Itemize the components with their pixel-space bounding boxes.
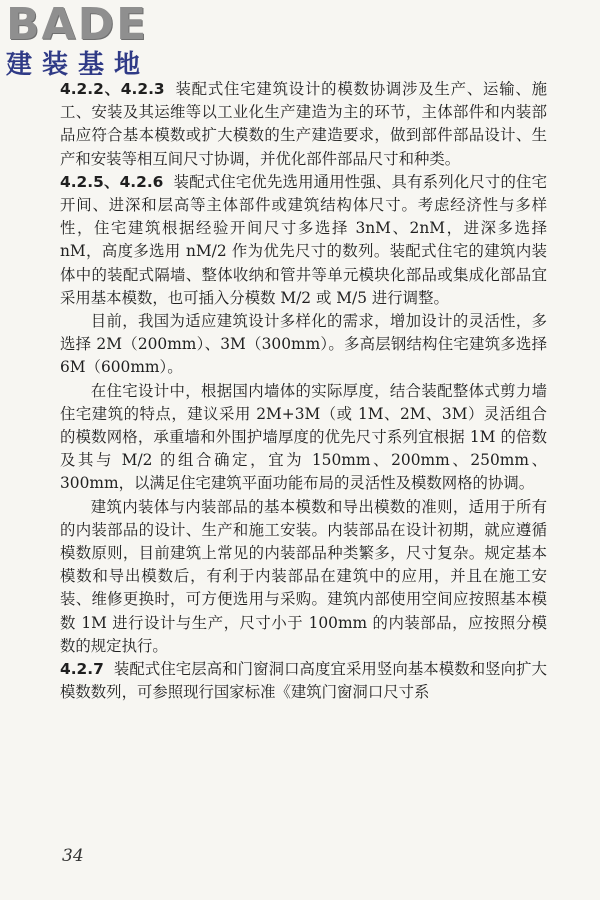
clause-number: 4.2.2、4.2.3 [60,80,165,98]
clause-number: 4.2.7 [60,660,104,679]
clause-text: 装配式住宅建筑设计的模数协调涉及生产、运输、施工、安装及其运维等以工业化生产建造为主的环节，主体部件和内装部品应符合基本模数或扩大模数的生产建造要求，做到部件部品设计、生产和安装等相互间尺寸协调，并优化部件部品尺寸和种类。 [60,80,547,168]
clause-text: 装配式住宅优先选用通用性强、具有系列化尺寸的住宅开间、进深和层高等主体部件或建筑结构体尺寸。考虑经济性与多样性，住宅建筑根据经验开间尺寸多选择 3nM、2nM，进深多选择 nM，高度多选用 nM/2 作为优先尺寸的数列。装配式住宅的建筑内装体中的装配式隔墙、整体收纳和管井等单元模块化部品或集成化部品宜采用基本模数，也可插入分模数 M/2 或 M/5 进行调整。 [60,172,547,307]
body-paragraph: 建筑内装体与内装部品的基本模数和导出模数的准则，适用于所有的内装部品的设计、生产和施工安装。内装部品在设计初期，就应遵循模数原则，目前建筑上常见的内装部品种类繁多，尺寸复杂。规定基本模数和导出模数后，有利于内装部品在建筑中的应用，并且在施工安装、维修更换时，可方便选用与采购。建筑内部使用空间应按照基本模数 1M 进行设计与生产，尺寸小于 100mm 的内装部品，应按照分模数的规定执行。 [60,497,547,655]
clause-4-2-2 [60,78,547,171]
logo-wordmark: BADE [6,0,149,50]
clause-4-2-5 [60,171,547,310]
clause-text: 装配式住宅层高和门窗洞口高度宜采用竖向基本模数和竖向扩大模数数列，可参照现行国家标准《建筑门窗洞口尺寸系 [60,660,547,702]
body-paragraph: 目前，我国为适应建筑设计多样化的需求，增加设计的灵活性，多选择 2M（200mm）、3M（300mm）。多高层钢结构住宅建筑多选择 6M（600mm）。 [60,312,547,377]
body-paragraph: 在住宅设计中，根据国内墙体的实际厚度，结合装配整体式剪力墙住宅建筑的特点，建议采用 2M+3M（或 1M、2M、3M）灵活组合的模数网格，承重墙和外围护墙厚度的优先尺寸系列宜根据 1M 的倍数及其与 M/2 的组合确定，宜为 150mm、200mm、250mm、300mm，以满足住宅建筑平面功能布局的灵活性及模数网格的协调。 [60,381,547,493]
logo-tagline: 建装基地 [6,50,151,80]
bade-logo [6,2,176,88]
page-body [60,78,547,704]
page-number: 34 [62,846,84,866]
clause-number: 4.2.5、4.2.6 [60,172,164,191]
clause-4-2-7 [60,658,547,704]
